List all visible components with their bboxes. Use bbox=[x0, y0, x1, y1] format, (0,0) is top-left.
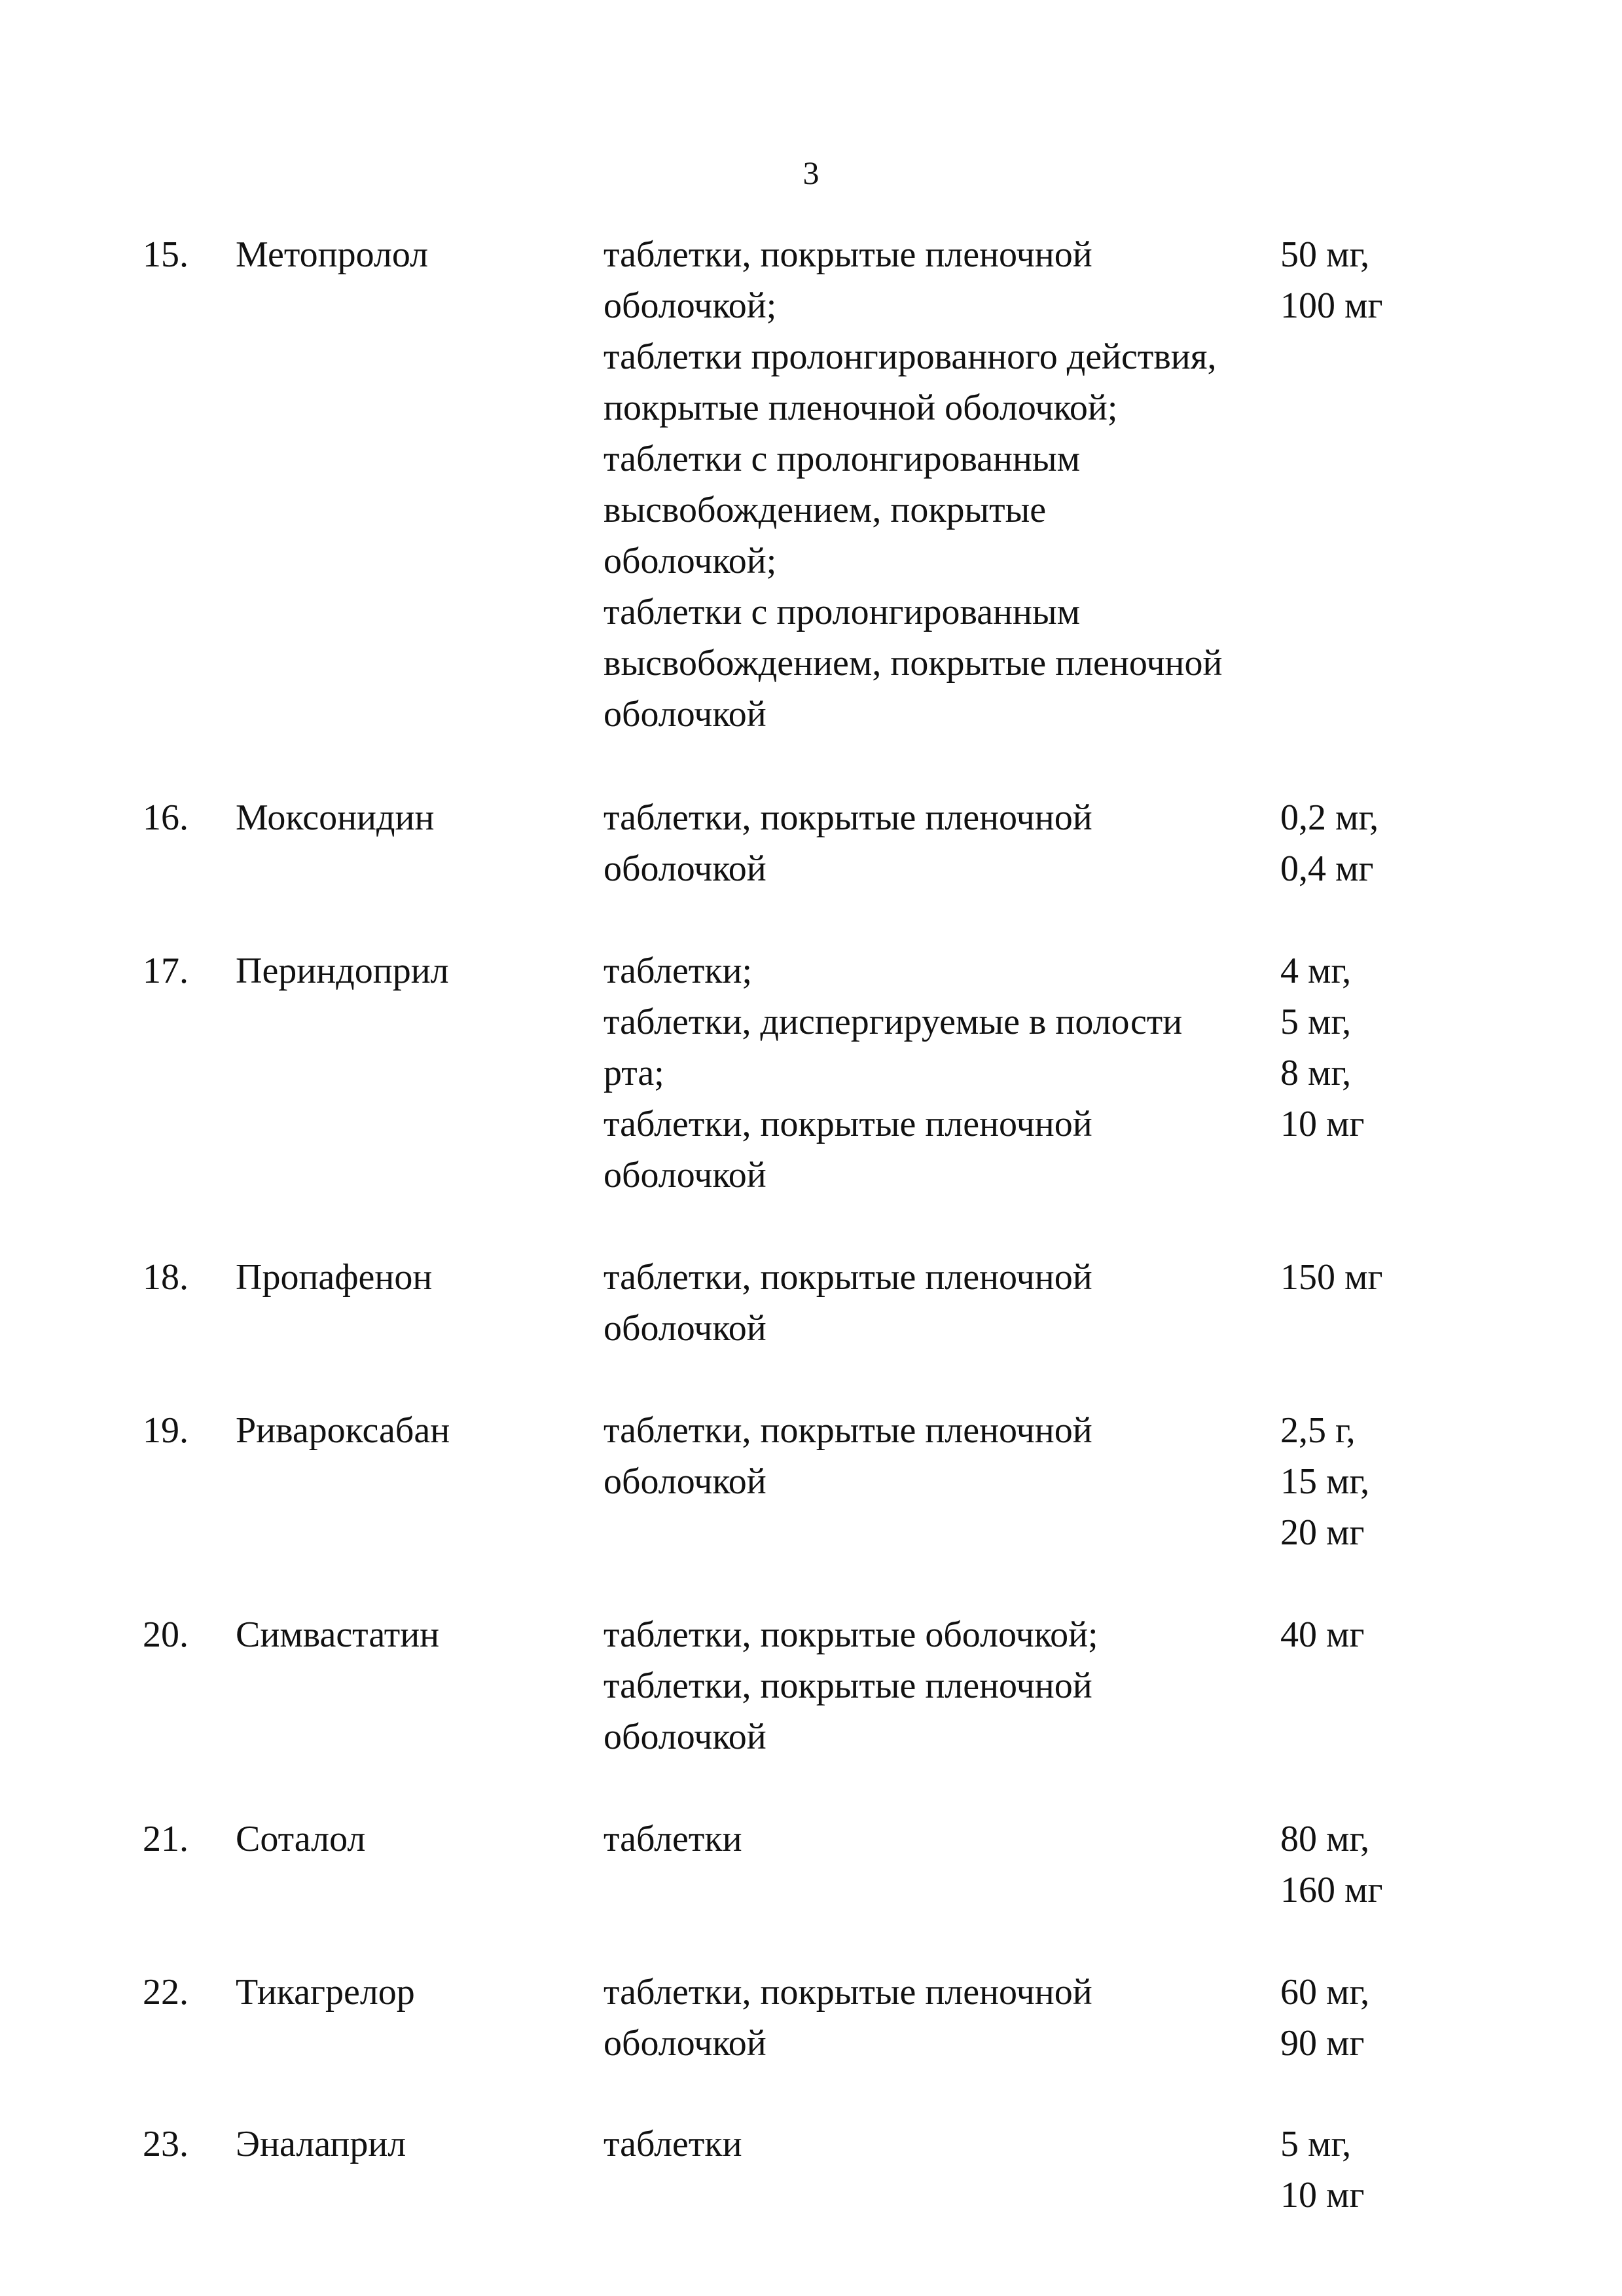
drug-name: Моксонидин bbox=[236, 797, 435, 838]
form-line: таблетки, покрытые пленочной bbox=[604, 1666, 1092, 1706]
dosage-forms bbox=[604, 2119, 1284, 2170]
entry-number: 23. bbox=[143, 2124, 189, 2164]
dose-line: 150 мг bbox=[1280, 1257, 1383, 1298]
drug-name: Соталол bbox=[236, 1819, 366, 1859]
page-number: 3 bbox=[802, 155, 820, 191]
form-line: оболочкой; bbox=[604, 285, 777, 326]
dose-line: 90 мг bbox=[1280, 2023, 1365, 2064]
dose-line: 5 мг, bbox=[1280, 2124, 1352, 2164]
form-line: оболочкой; bbox=[604, 541, 777, 581]
doses bbox=[1280, 229, 1464, 331]
dosage-forms bbox=[604, 945, 1284, 1201]
dose-line: 50 мг, bbox=[1280, 234, 1370, 275]
dosage-forms bbox=[604, 1609, 1284, 1762]
form-line: оболочкой bbox=[604, 694, 766, 735]
form-line: таблетки, покрытые пленочной bbox=[604, 1257, 1092, 1298]
form-line: таблетки с пролонгированным bbox=[604, 592, 1081, 632]
drug-name: Симвастатин bbox=[236, 1614, 440, 1655]
doses bbox=[1280, 1252, 1464, 1303]
entry-number: 22. bbox=[143, 1972, 189, 2013]
form-line: таблетки, покрытые пленочной bbox=[604, 234, 1092, 275]
form-line: таблетки bbox=[604, 2124, 742, 2164]
dose-line: 2,5 г, bbox=[1280, 1410, 1356, 1451]
drug-name: Тикагрелор bbox=[236, 1972, 415, 2013]
doses bbox=[1280, 792, 1464, 894]
dose-line: 10 мг bbox=[1280, 2175, 1365, 2215]
dosage-forms bbox=[604, 792, 1284, 894]
dose-line: 0,4 мг bbox=[1280, 848, 1374, 889]
entry-number: 18. bbox=[143, 1257, 189, 1298]
dose-line: 20 мг bbox=[1280, 1512, 1365, 1553]
form-line: таблетки пролонгированного действия, bbox=[604, 337, 1217, 377]
drug-name: Пропафенон bbox=[236, 1257, 433, 1298]
entry-number: 15. bbox=[143, 234, 189, 275]
drug-name: Метопролол bbox=[236, 234, 429, 275]
form-line: оболочкой bbox=[604, 1308, 766, 1349]
form-line: таблетки, покрытые пленочной bbox=[604, 1972, 1092, 2013]
drug-name: Ривароксабан bbox=[236, 1410, 450, 1451]
dose-line: 5 мг, bbox=[1280, 1002, 1352, 1042]
dosage-forms bbox=[604, 1405, 1284, 1507]
doses bbox=[1280, 1967, 1464, 2069]
entry-number: 21. bbox=[143, 1819, 189, 1859]
form-line: таблетки, покрытые пленочной bbox=[604, 797, 1092, 838]
dose-line: 8 мг, bbox=[1280, 1053, 1352, 1093]
form-line: таблетки, диспергируемые в полости bbox=[604, 1002, 1183, 1042]
doses bbox=[1280, 2119, 1464, 2221]
doses bbox=[1280, 1405, 1464, 1558]
dose-line: 4 мг, bbox=[1280, 951, 1352, 991]
doses bbox=[1280, 945, 1464, 1150]
form-line: таблетки; bbox=[604, 951, 753, 991]
drug-name: Эналаприл bbox=[236, 2124, 406, 2164]
doses bbox=[1280, 1813, 1464, 1916]
form-line: высвобождением, покрытые пленочной bbox=[604, 643, 1223, 683]
entry-number: 19. bbox=[143, 1410, 189, 1451]
dose-line: 80 мг, bbox=[1280, 1819, 1370, 1859]
dose-line: 100 мг bbox=[1280, 285, 1383, 326]
form-line: таблетки, покрытые пленочной bbox=[604, 1410, 1092, 1451]
dosage-forms bbox=[604, 1252, 1284, 1354]
entry-number: 20. bbox=[143, 1614, 189, 1655]
form-line: таблетки с пролонгированным bbox=[604, 439, 1081, 479]
form-line: покрытые пленочной оболочкой; bbox=[604, 388, 1118, 428]
form-line: рта; bbox=[604, 1053, 664, 1093]
doses bbox=[1280, 1609, 1464, 1660]
dose-line: 10 мг bbox=[1280, 1104, 1365, 1144]
form-line: высвобождением, покрытые bbox=[604, 490, 1047, 530]
form-line: таблетки bbox=[604, 1819, 742, 1859]
dose-line: 60 мг, bbox=[1280, 1972, 1370, 2013]
form-line: оболочкой bbox=[604, 1155, 766, 1195]
dosage-forms bbox=[604, 229, 1284, 740]
form-line: оболочкой bbox=[604, 848, 766, 889]
form-line: оболочкой bbox=[604, 1461, 766, 1502]
dosage-forms bbox=[604, 1813, 1284, 1865]
dose-line: 40 мг bbox=[1280, 1614, 1365, 1655]
form-line: таблетки, покрытые оболочкой; bbox=[604, 1614, 1098, 1655]
dose-line: 15 мг, bbox=[1280, 1461, 1370, 1502]
form-line: таблетки, покрытые пленочной bbox=[604, 1104, 1092, 1144]
drug-name: Периндоприл bbox=[236, 951, 449, 991]
form-line: оболочкой bbox=[604, 1717, 766, 1757]
entry-number: 16. bbox=[143, 797, 189, 838]
dosage-forms bbox=[604, 1967, 1284, 2069]
dose-line: 160 мг bbox=[1280, 1870, 1383, 1910]
form-line: оболочкой bbox=[604, 2023, 766, 2064]
dose-line: 0,2 мг, bbox=[1280, 797, 1379, 838]
entry-number: 17. bbox=[143, 951, 189, 991]
